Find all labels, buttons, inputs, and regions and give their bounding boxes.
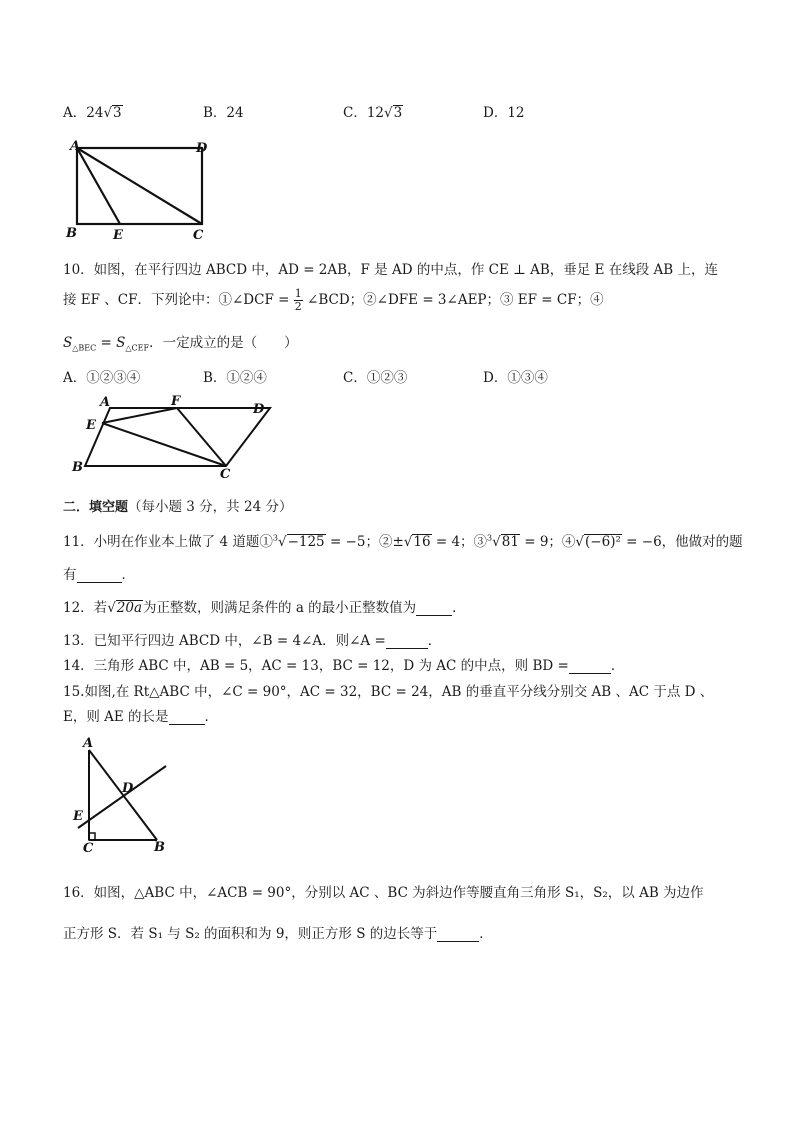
q9-label-b: B [66, 226, 77, 241]
q9-label-d: D [196, 141, 208, 156]
q15-label-d: D [122, 781, 134, 796]
q15-label-b: B [154, 840, 165, 855]
q10-option-a: A．①②③④ [63, 370, 141, 386]
q15-answer-blank [169, 710, 205, 725]
q10-label-d: D [253, 402, 265, 417]
q10-label-f: F [171, 394, 181, 409]
q12-line: 12．若√20a为正整数，则满足条件的 a 的最小正整数值为 ． [63, 600, 466, 616]
q9-rectangle-figure [60, 138, 220, 243]
q16-answer-blank [437, 927, 479, 942]
q9-label-a: A [70, 139, 81, 154]
q15-line2: E，则 AE 的长是 ． [63, 709, 219, 725]
q9-label-e: E [113, 228, 123, 243]
q15-label-e: E [73, 809, 83, 824]
q10-line1: 10．如图，在平行四边 ABCD 中，AD = 2AB，F 是 AD 的中点，作 CE ⊥ AB，垂足 E 在线段 AB 上，连 [63, 262, 718, 278]
q16-line1: 16．如图，△ABC 中，∠ACB = 90°，分别以 AC 、BC 为斜边作等腰直角三角形 S₁，S₂，以 AB 为边作 [63, 885, 704, 901]
q15-label-a: A [83, 736, 94, 751]
q9-option-d: D．12 [483, 105, 525, 121]
q10-option-c: C．①②③ [343, 370, 408, 386]
q14-answer-blank [569, 659, 611, 674]
q10-line3: $S_{\triangle BEC} = S_{\triangle CEF}$．一定成立的是（ ） [63, 335, 298, 353]
q10-line2: 接 EF 、CF．下列论中：①∠DCF = $\frac{1}{2}$ ∠BCD；②∠DFE = 3∠AEP；③ EF = CF；④ [63, 287, 604, 313]
q10-label-e: E [86, 418, 96, 433]
q14-line: 14．三角形 ABC 中，AB = 5，AC = 13，BC = 12，D 为 AC 的中点，则 BD = ． [63, 658, 625, 674]
q11-line1: 11．小明在作业本上做了 4 道题①$^3$√−125 = −5；②±√16 = 4；③$^3$√81 = 9；④√(−6)² = −6，他做对的题 [63, 533, 743, 550]
q12-answer-blank [416, 601, 452, 616]
q9-option-c-radicand: 3 [393, 105, 403, 121]
q13-line: 13．已知平行四边 ABCD 中，∠B = 4∠A．则∠A = ． [63, 633, 442, 649]
q15-line1: 15.如图,在 Rt△ABC 中，∠C = 90°，AC = 32，BC = 24，AB 的垂直平分线分别交 AB 、AC 于点 D 、 [63, 684, 714, 700]
q10-fraction: $\frac{1}{2}$ [294, 287, 302, 313]
q16-line2: 正方形 S．若 S₁ 与 S₂ 的面积和为 9，则正方形 S 的边长等于 ． [63, 926, 493, 942]
q15-label-c: C [83, 841, 94, 856]
q10-parallelogram-figure [62, 392, 282, 482]
q10-label-a: A [100, 395, 111, 410]
section2-heading: 二．填空题（每小题 3 分，共 24 分） [63, 499, 293, 515]
q9-option-c: C．12√3 [343, 105, 403, 121]
q13-answer-blank [386, 634, 428, 649]
q10-label-b: B [72, 460, 83, 475]
q9-option-a-radicand: 3 [113, 105, 122, 121]
q9-option-a: A．24√3 [63, 105, 122, 121]
q15-triangle-figure [66, 736, 186, 856]
q9-label-c: C [193, 228, 204, 243]
q11-line2: 有 ． [63, 567, 135, 583]
q9-option-b: B．24 [203, 105, 244, 121]
q10-label-c: C [220, 467, 231, 482]
q11-answer-blank [77, 568, 122, 583]
q10-option-b: B．①②④ [203, 370, 267, 386]
q10-option-d: D．①③④ [483, 370, 548, 386]
